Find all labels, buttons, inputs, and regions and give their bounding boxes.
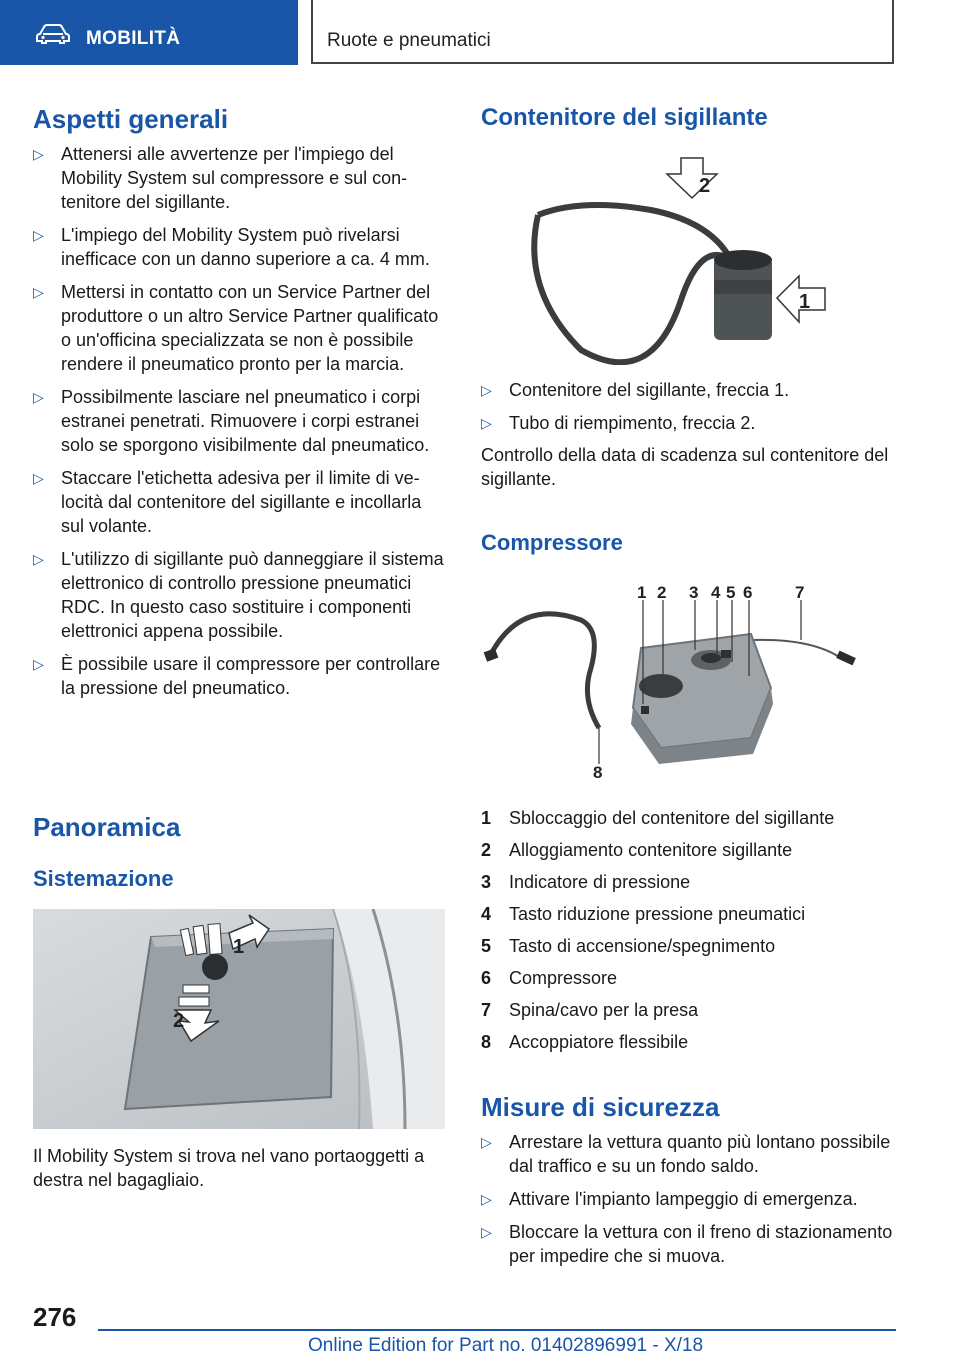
figure-label: 2 xyxy=(173,1010,185,1032)
trunk-storage-figure xyxy=(33,909,445,1129)
figure-label: 1 xyxy=(637,583,647,602)
list-item: ▷ L'impiego del Mobility System può rivelarsi inefficace con un danno superiore a ca. 4 mm. xyxy=(33,223,445,271)
contenitore-list xyxy=(481,378,893,435)
aspetti-heading: Aspetti generali xyxy=(33,104,229,134)
legend-item: 8 Accoppiatore flessibile xyxy=(481,1032,689,1052)
figure-label: 6 xyxy=(743,583,753,602)
figure-label: 4 xyxy=(711,583,721,602)
legend-item: 6 Compressore xyxy=(481,968,618,988)
sistemazione-heading: Sistemazione xyxy=(33,866,174,891)
sicurezza-heading: Misure di sicurezza xyxy=(481,1092,720,1122)
figure-label: 7 xyxy=(795,583,805,602)
list-item: ▷ Arrestare la vettura quanto più lontano possibile dal traffico e su un fondo saldo. xyxy=(481,1130,893,1178)
sicurezza-list-container xyxy=(481,1130,893,1277)
edition-footer: Online Edition for Part no. 01402896991 - X/18 xyxy=(308,1335,704,1356)
figure-label: 8 xyxy=(593,763,603,782)
list-item: ▷ L'utilizzo di sigillante può danneggiare il sistema elettronico di controllo pressione pneumatici RDC. In questo caso sostituire i componenti elettronici appena possibile. xyxy=(33,547,445,643)
aspetti-list xyxy=(33,142,445,700)
list-item: ▷ Possibilmente lasciare nel pneumatico i corpi estranei penetrati. Rimuovere i corpi estranei solo se sporgono visibilmente dal pneumatico. xyxy=(33,385,445,457)
figure-label: 5 xyxy=(726,583,736,602)
car-icon xyxy=(36,24,70,44)
figure-label: 2 xyxy=(657,583,667,602)
sistemazione-text-container xyxy=(33,1144,449,1192)
figure-label: 1 xyxy=(233,936,245,958)
figure-label: 3 xyxy=(689,583,699,602)
list-item: ▷ Staccare l'etichetta adesiva per il limite di velocità dal contenitore del sigillante e incollarla sul volante. xyxy=(33,466,445,538)
list-item: ▷ Attenersi alle avvertenze per l'impiego del Mobility System sul compressore e sul contenitore del sigillante. xyxy=(33,142,445,214)
legend-item: 5 Tasto di accensione/spegnimento xyxy=(481,936,776,956)
legend-item: 2 Alloggiamento contenitore sigillante xyxy=(481,840,793,860)
legend-item: 3 Indicatore di pressione xyxy=(481,872,691,892)
legend-item: 7 Spina/cavo per la presa xyxy=(481,1000,699,1020)
sicurezza-list xyxy=(481,1130,893,1268)
chapter-tab xyxy=(0,0,298,65)
compressore-legend xyxy=(481,806,893,1062)
page-number: 276 xyxy=(33,1302,77,1332)
chapter-title: MOBILITÀ xyxy=(86,28,181,49)
contenitore-list-container xyxy=(481,378,893,491)
list-item: ▷ Mettersi in contatto con un Service Partner del produttore o un altro Service Partner qualificato o un'officina specializzata se non è possibile rendere il pneumatico pronto per la marcia. xyxy=(33,280,445,376)
figure-label: 1 xyxy=(799,291,811,313)
list-item: ▷ È possibile usare il compressore per controllare la pressione del pneumatico. xyxy=(33,652,445,700)
sistemazione-text: Il Mobility System si trova nel vano portaoggetti a destra nel bagagliaio. xyxy=(33,1146,425,1190)
list-item: ▷ Tubo di riempimento, freccia 2. xyxy=(481,411,893,435)
contenitore-text: Controllo della data di scadenza sul contenitore del sigillante. xyxy=(481,445,889,489)
contenitore-heading: Contenitore del sigillante xyxy=(481,104,768,131)
list-item: ▷ Bloccare la vettura con il freno di stazionamento per impedire che si muova. xyxy=(481,1220,893,1268)
section-header xyxy=(311,0,894,64)
footer-divider xyxy=(98,1329,896,1331)
aspetti-list-container xyxy=(33,142,445,709)
section-title: Ruote e pneumatici xyxy=(327,30,491,51)
legend-item: 4 Tasto riduzione pressione pneumatici xyxy=(481,904,806,924)
sealant-container-figure xyxy=(481,150,893,365)
compressor-figure xyxy=(481,578,893,788)
compressore-heading: Compressore xyxy=(481,530,623,555)
panoramica-heading: Panoramica xyxy=(33,812,181,842)
figure-label: 2 xyxy=(699,175,711,197)
legend-item: 1 Sbloccaggio del contenitore del sigillante xyxy=(481,808,835,828)
list-item: ▷ Contenitore del sigillante, freccia 1. xyxy=(481,378,893,402)
list-item: ▷ Attivare l'impianto lampeggio di emergenza. xyxy=(481,1187,893,1211)
compressore-legend-container xyxy=(481,806,893,1062)
